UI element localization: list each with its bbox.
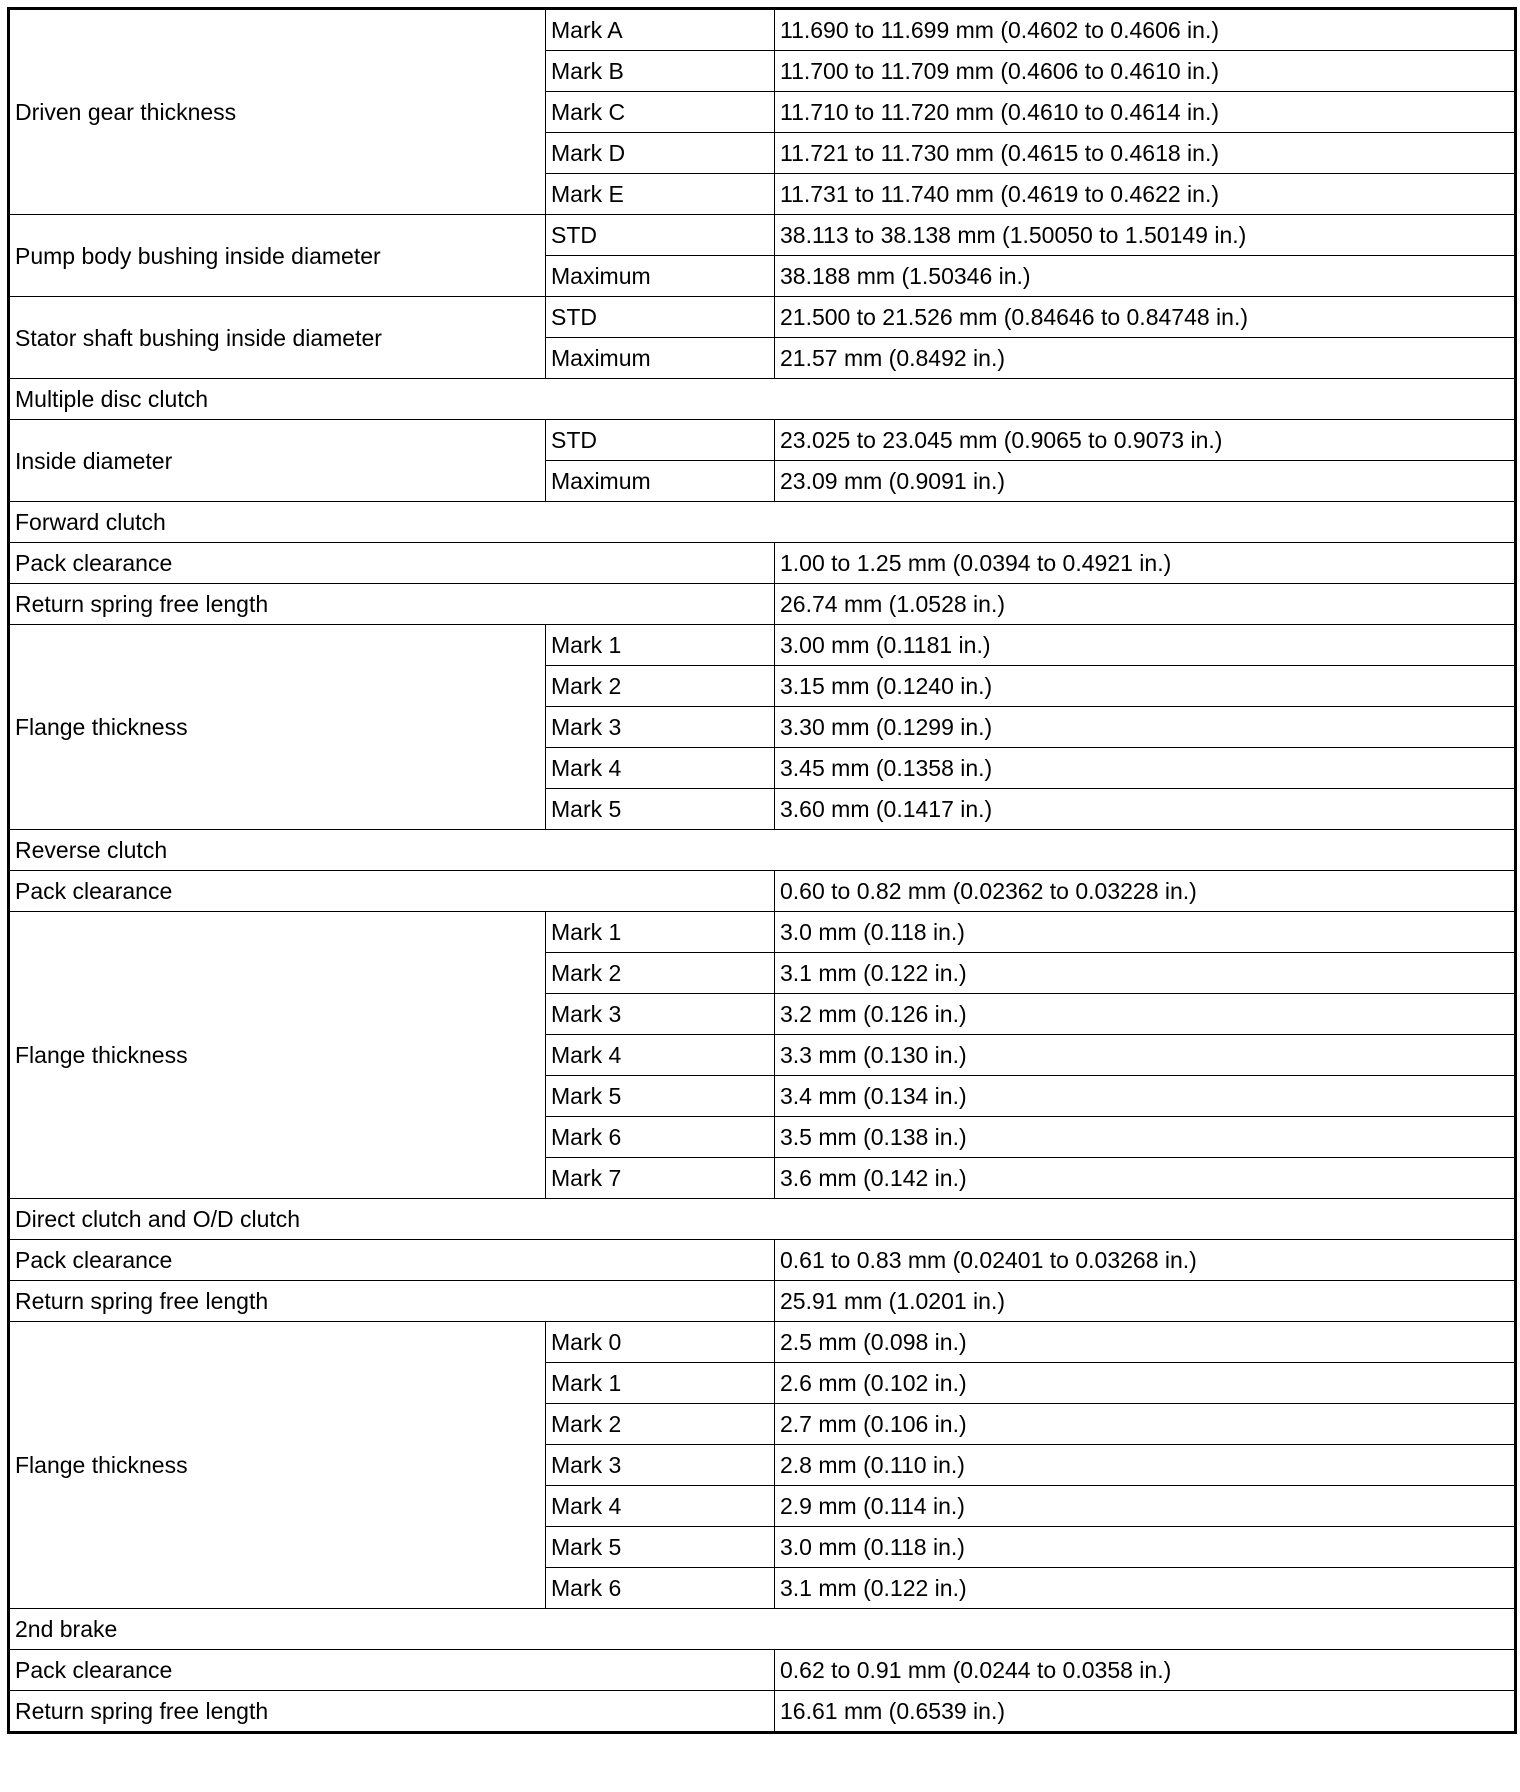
table-row bbox=[9, 1281, 1516, 1322]
table-cell: 0.62 to 0.91 mm (0.0244 to 0.0358 in.) bbox=[775, 1650, 1516, 1691]
table-cell: 2.8 mm (0.110 in.) bbox=[775, 1445, 1516, 1486]
table-cell: 11.690 to 11.699 mm (0.4602 to 0.4606 in.) bbox=[775, 9, 1516, 51]
table-cell: 3.0 mm (0.118 in.) bbox=[775, 1527, 1516, 1568]
table-cell: Mark 4 bbox=[546, 1486, 775, 1527]
table-cell: Mark 2 bbox=[546, 666, 775, 707]
table-row bbox=[9, 1240, 1516, 1281]
table-cell: Driven gear thickness bbox=[9, 9, 546, 215]
table-cell: STD bbox=[546, 420, 775, 461]
table-row bbox=[9, 9, 1516, 51]
table-cell: Direct clutch and O/D clutch bbox=[9, 1199, 1516, 1240]
table-cell: Stator shaft bushing inside diameter bbox=[9, 297, 546, 379]
table-row bbox=[9, 584, 1516, 625]
table-cell: Return spring free length bbox=[9, 584, 775, 625]
table-cell: Mark 6 bbox=[546, 1117, 775, 1158]
table-row bbox=[9, 830, 1516, 871]
table-cell: Flange thickness bbox=[9, 1322, 546, 1609]
table-cell: 2nd brake bbox=[9, 1609, 1516, 1650]
table-cell: 3.0 mm (0.118 in.) bbox=[775, 912, 1516, 953]
table-cell: 11.700 to 11.709 mm (0.4606 to 0.4610 in.) bbox=[775, 51, 1516, 92]
table-cell: 3.15 mm (0.1240 in.) bbox=[775, 666, 1516, 707]
table-cell: Reverse clutch bbox=[9, 830, 1516, 871]
table-row bbox=[9, 420, 1516, 461]
table-row bbox=[9, 379, 1516, 420]
table-row bbox=[9, 215, 1516, 256]
table-cell: Flange thickness bbox=[9, 912, 546, 1199]
table-cell: Maximum bbox=[546, 461, 775, 502]
table-cell: Mark E bbox=[546, 174, 775, 215]
table-cell: 3.1 mm (0.122 in.) bbox=[775, 953, 1516, 994]
table-cell: 38.188 mm (1.50346 in.) bbox=[775, 256, 1516, 297]
table-cell: Mark 1 bbox=[546, 912, 775, 953]
table-cell: 23.09 mm (0.9091 in.) bbox=[775, 461, 1516, 502]
table-cell: 3.2 mm (0.126 in.) bbox=[775, 994, 1516, 1035]
table-cell: 2.6 mm (0.102 in.) bbox=[775, 1363, 1516, 1404]
table-row bbox=[9, 1609, 1516, 1650]
table-cell: 2.9 mm (0.114 in.) bbox=[775, 1486, 1516, 1527]
table-cell: Return spring free length bbox=[9, 1691, 775, 1733]
table-cell: Mark D bbox=[546, 133, 775, 174]
table-row bbox=[9, 625, 1516, 666]
table-cell: Mark 1 bbox=[546, 1363, 775, 1404]
table-cell: STD bbox=[546, 215, 775, 256]
table-cell: Mark 2 bbox=[546, 1404, 775, 1445]
table-cell: Mark B bbox=[546, 51, 775, 92]
table-cell: 3.1 mm (0.122 in.) bbox=[775, 1568, 1516, 1609]
table-cell: 1.00 to 1.25 mm (0.0394 to 0.4921 in.) bbox=[775, 543, 1516, 584]
table-cell: 3.45 mm (0.1358 in.) bbox=[775, 748, 1516, 789]
table-cell: Flange thickness bbox=[9, 625, 546, 830]
table-cell: Mark 7 bbox=[546, 1158, 775, 1199]
table-cell: 38.113 to 38.138 mm (1.50050 to 1.50149 in.) bbox=[775, 215, 1516, 256]
table-cell: Pack clearance bbox=[9, 871, 775, 912]
table-cell: Maximum bbox=[546, 256, 775, 297]
table-cell: 2.7 mm (0.106 in.) bbox=[775, 1404, 1516, 1445]
table-row bbox=[9, 1322, 1516, 1363]
table-row bbox=[9, 1650, 1516, 1691]
table-row bbox=[9, 871, 1516, 912]
table-row bbox=[9, 1199, 1516, 1240]
table-cell: 3.5 mm (0.138 in.) bbox=[775, 1117, 1516, 1158]
table-cell: Multiple disc clutch bbox=[9, 379, 1516, 420]
table-row bbox=[9, 297, 1516, 338]
table-row bbox=[9, 543, 1516, 584]
table-cell: Mark 3 bbox=[546, 994, 775, 1035]
table-cell: 3.3 mm (0.130 in.) bbox=[775, 1035, 1516, 1076]
table-cell: Mark 5 bbox=[546, 1527, 775, 1568]
table-row bbox=[9, 912, 1516, 953]
table-cell: 3.4 mm (0.134 in.) bbox=[775, 1076, 1516, 1117]
spec-table-body bbox=[9, 9, 1516, 1733]
table-cell: 3.00 mm (0.1181 in.) bbox=[775, 625, 1516, 666]
table-cell: Mark 6 bbox=[546, 1568, 775, 1609]
table-cell: Mark 0 bbox=[546, 1322, 775, 1363]
table-cell: Inside diameter bbox=[9, 420, 546, 502]
table-cell: 21.500 to 21.526 mm (0.84646 to 0.84748 in.) bbox=[775, 297, 1516, 338]
table-cell: 26.74 mm (1.0528 in.) bbox=[775, 584, 1516, 625]
table-cell: Mark 5 bbox=[546, 1076, 775, 1117]
table-row bbox=[9, 502, 1516, 543]
table-cell: Return spring free length bbox=[9, 1281, 775, 1322]
table-cell: Forward clutch bbox=[9, 502, 1516, 543]
table-cell: 3.60 mm (0.1417 in.) bbox=[775, 789, 1516, 830]
table-cell: 23.025 to 23.045 mm (0.9065 to 0.9073 in.) bbox=[775, 420, 1516, 461]
table-cell: 3.30 mm (0.1299 in.) bbox=[775, 707, 1516, 748]
table-cell: 21.57 mm (0.8492 in.) bbox=[775, 338, 1516, 379]
table-cell: 3.6 mm (0.142 in.) bbox=[775, 1158, 1516, 1199]
table-cell: Pump body bushing inside diameter bbox=[9, 215, 546, 297]
table-row bbox=[9, 1691, 1516, 1733]
table-cell: Mark 2 bbox=[546, 953, 775, 994]
table-cell: Mark 3 bbox=[546, 707, 775, 748]
table-cell: Pack clearance bbox=[9, 1240, 775, 1281]
spec-table bbox=[7, 7, 1517, 1734]
table-cell: 11.710 to 11.720 mm (0.4610 to 0.4614 in.) bbox=[775, 92, 1516, 133]
table-cell: 0.60 to 0.82 mm (0.02362 to 0.03228 in.) bbox=[775, 871, 1516, 912]
table-cell: 11.731 to 11.740 mm (0.4619 to 0.4622 in.) bbox=[775, 174, 1516, 215]
table-cell: Mark 4 bbox=[546, 748, 775, 789]
table-cell: 25.91 mm (1.0201 in.) bbox=[775, 1281, 1516, 1322]
table-cell: Mark 4 bbox=[546, 1035, 775, 1076]
table-cell: 16.61 mm (0.6539 in.) bbox=[775, 1691, 1516, 1733]
table-cell: 11.721 to 11.730 mm (0.4615 to 0.4618 in.) bbox=[775, 133, 1516, 174]
table-cell: Mark 3 bbox=[546, 1445, 775, 1486]
table-cell: Pack clearance bbox=[9, 543, 775, 584]
table-cell: 2.5 mm (0.098 in.) bbox=[775, 1322, 1516, 1363]
table-cell: Mark 1 bbox=[546, 625, 775, 666]
table-cell: STD bbox=[546, 297, 775, 338]
table-cell: Mark A bbox=[546, 9, 775, 51]
table-cell: Maximum bbox=[546, 338, 775, 379]
table-cell: Mark C bbox=[546, 92, 775, 133]
table-cell: Pack clearance bbox=[9, 1650, 775, 1691]
table-cell: 0.61 to 0.83 mm (0.02401 to 0.03268 in.) bbox=[775, 1240, 1516, 1281]
table-cell: Mark 5 bbox=[546, 789, 775, 830]
